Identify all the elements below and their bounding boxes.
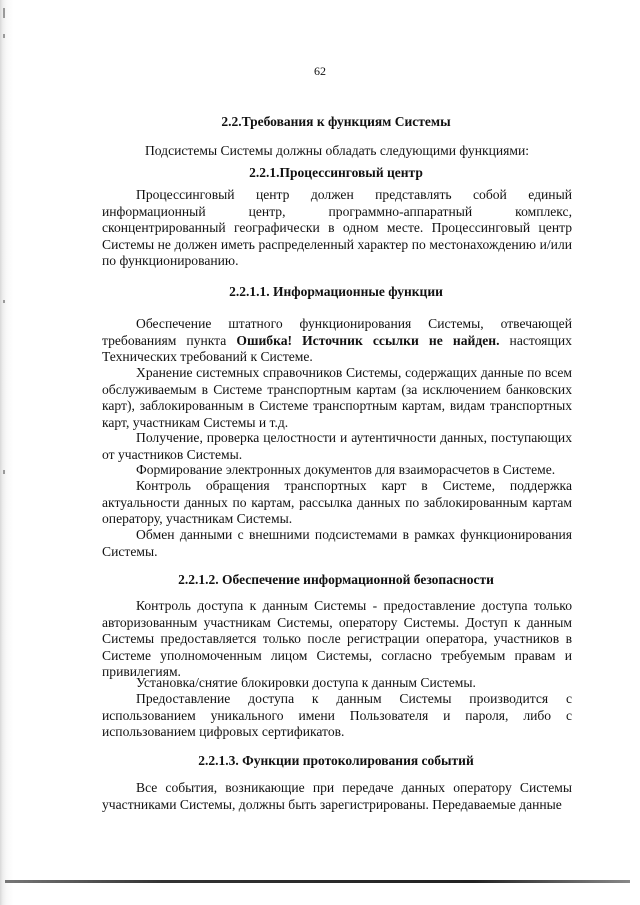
info-function-6: Обмен данными с внешними подсистемами в рамках функционирования Системы. (102, 527, 572, 559)
section-heading-2-2-1-2: 2.2.1.2. Обеспечение информационной безопасности (178, 572, 494, 587)
page-number: 62 (314, 64, 326, 78)
scan-mark (3, 8, 5, 18)
security-paragraph-2: Установка/снятие блокировки доступа к данным Системы. (136, 675, 476, 690)
section-heading-2-2-1-1: 2.2.1.1. Информационные функции (229, 284, 443, 299)
scan-bottom-rule (5, 880, 630, 883)
info-function-5: Контроль обращения транспортных карт в Системе, поддержка актуальности данных по картам, рассылка данных по заблокированным картам оператору, участникам Системы. (102, 478, 572, 527)
section-heading-2-2-1-3: 2.2.1.3. Функции протоколирования событий (198, 753, 474, 768)
info-function-4: Формирование электронных документов для взаиморасчетов в Системе. (136, 462, 556, 477)
scan-mark (3, 300, 5, 303)
security-paragraph-3: Предоставление доступа к данным Системы производится с использованием уникального имени Пользователя и пароля, либо с использованием цифровых сертификатов. (102, 691, 572, 740)
info-function-2: Хранение системных справочников Системы, содержащих данные по всем обслуживаемым в Системе транспортным картам (за исключением банковских карт), заблокированным в Системе транспортным картам, видам транспортных карт, участникам Системы и т.д. (102, 365, 572, 430)
section-heading-2-2-1: 2.2.1.Процессинговый центр (249, 165, 423, 180)
info-function-1-tail: настоящих Технических требований к Системе. (102, 332, 572, 365)
intro-paragraph: Подсистемы Системы должны обладать следующими функциями: (144, 143, 530, 158)
processing-center-paragraph: Процессинговый центр должен представлять собой единый информационный центр, программно-аппаратный комплекс, сконцентрированный географически в одном месте. Процессинговый центр Системы не должен иметь распределенный характер по местонахождению и/или по функционированию. (102, 187, 572, 269)
security-paragraph-1: Контроль доступа к данным Системы - предоставление доступа только авторизованным участникам Системы, оператору Системы. Доступ к данным Системы предоставляется только после регистрации оператора, участников в Системе уполномоченным лицом Системы, согласно требуемым правам и привилегиям. (102, 598, 572, 680)
scan-mark (3, 470, 5, 474)
section-heading-2-2: 2.2.Требования к функциям Системы (221, 114, 451, 129)
info-function-3: Получение, проверка целостности и аутентичности данных, поступающих от участников Системы. (102, 430, 572, 462)
info-function-1 (102, 316, 572, 366)
broken-reference-error: Ошибка! Источник ссылки не найден. (236, 332, 500, 348)
scan-left-edge (0, 0, 14, 905)
logging-paragraph: Все события, возникающие при передаче данных оператору Системы участниками Системы, должны быть зарегистрированы. Передаваемые данные (102, 780, 572, 812)
scan-mark (3, 34, 5, 38)
info-function-1-text: Обеспечение штатного функционирования Системы, отвечающей требованиям пункта (102, 316, 572, 348)
